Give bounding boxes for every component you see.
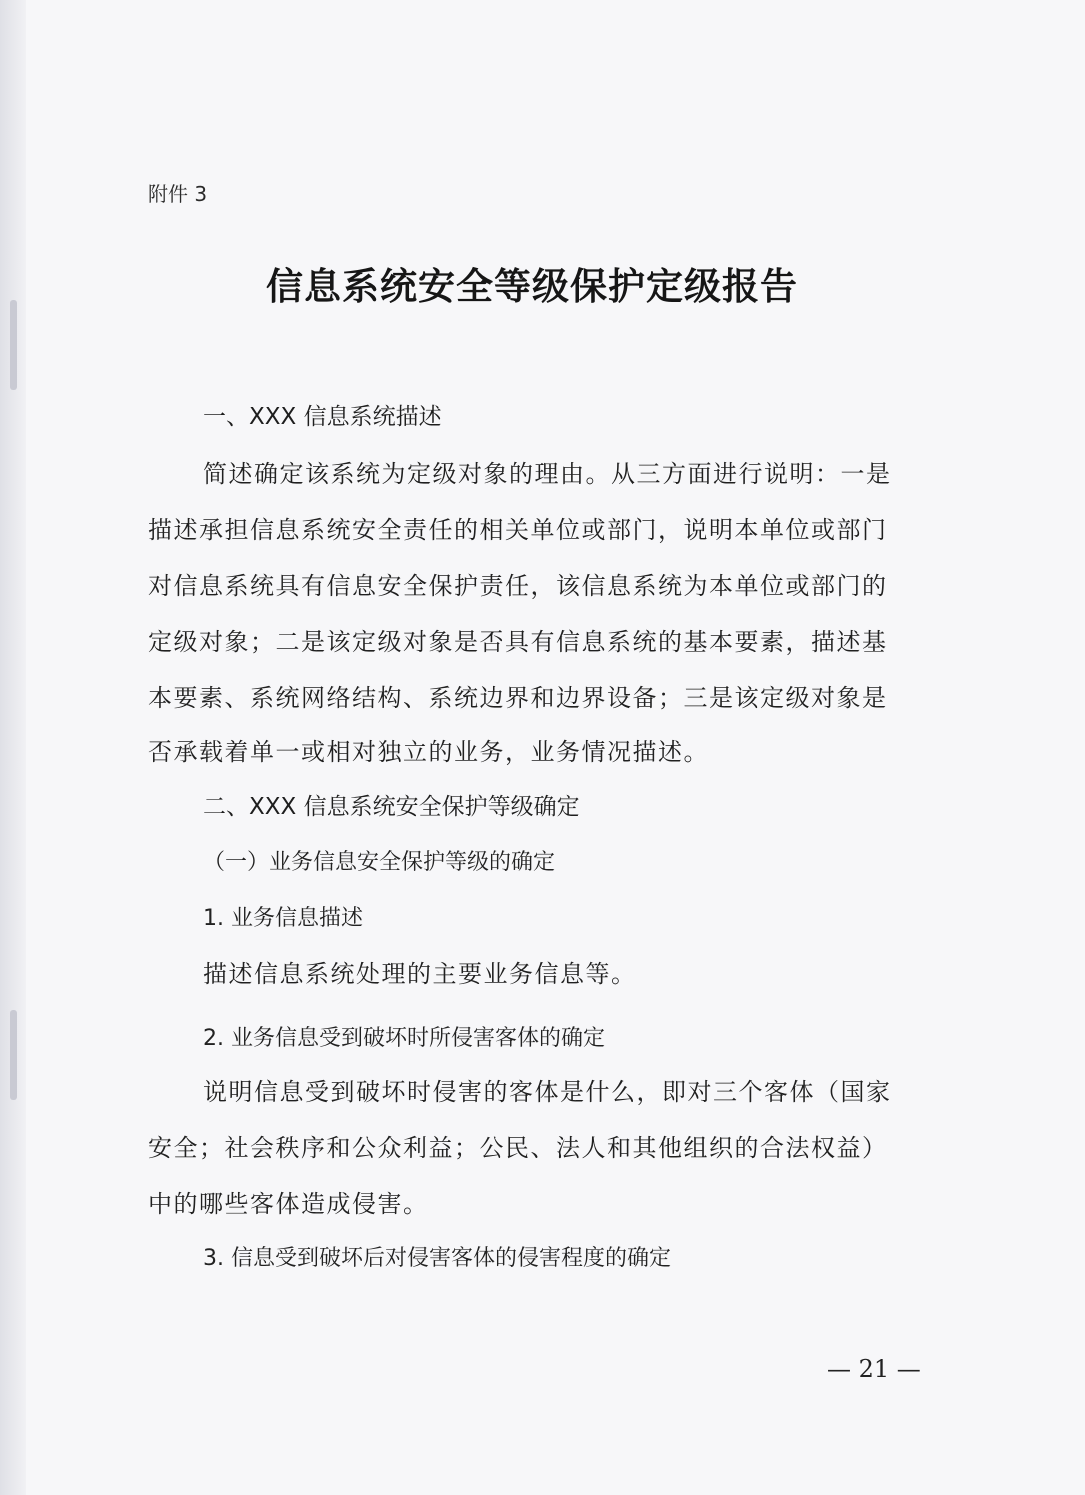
paragraph-line: 安全；社会秩序和公众利益；公民、法人和其他组织的合法权益）: [148, 1134, 888, 1162]
item-title: 1. 业务信息描述: [203, 906, 363, 931]
page-number: — 21 —: [827, 1355, 921, 1383]
section-heading-1: 一、XXX 信息系统描述: [203, 404, 442, 430]
paragraph-line: 中的哪些客体造成侵害。: [148, 1190, 429, 1218]
paragraph-line: 描述承担信息系统安全责任的相关单位或部门，说明本单位或部门: [148, 516, 888, 544]
section-heading-2: 二、XXX 信息系统安全保护等级确定: [203, 794, 580, 820]
item-title: 3. 信息受到破坏后对侵害客体的侵害程度的确定: [203, 1246, 671, 1271]
binding-hole: [10, 1010, 17, 1100]
paragraph-line: 定级对象；二是该定级对象是否具有信息系统的基本要素，描述基: [148, 628, 888, 656]
paragraph-line: 简述确定该系统为定级对象的理由。从三方面进行说明：一是: [203, 460, 892, 488]
paragraph-line: 说明信息受到破坏时侵害的客体是什么，即对三个客体（国家: [203, 1078, 892, 1106]
document-title: 信息系统安全等级保护定级报告: [266, 265, 798, 308]
item-title: 2. 业务信息受到破坏时所侵害客体的确定: [203, 1026, 605, 1051]
subsection-heading: （一）业务信息安全保护等级的确定: [203, 850, 556, 875]
attachment-label: 附件 3: [148, 182, 208, 206]
binding-edge: [0, 0, 26, 1495]
paragraph-line: 否承载着单一或相对独立的业务，业务情况描述。: [148, 738, 709, 766]
binding-hole: [10, 300, 17, 390]
paragraph-line: 对信息系统具有信息安全保护责任，该信息系统为本单位或部门的: [148, 572, 888, 600]
paragraph-line: 本要素、系统网络结构、系统边界和边界设备；三是该定级对象是: [148, 684, 888, 712]
paragraph-line: 描述信息系统处理的主要业务信息等。: [203, 960, 637, 988]
